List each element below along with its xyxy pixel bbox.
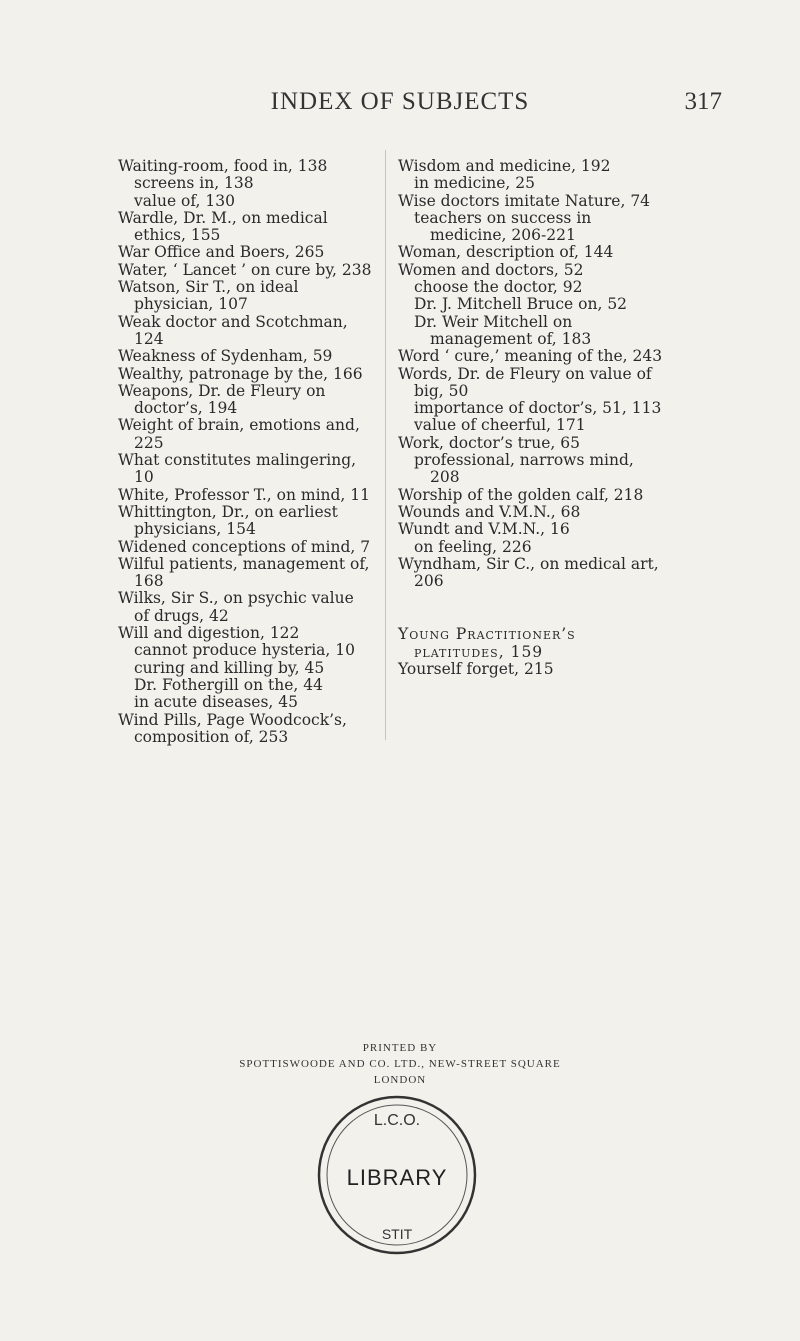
stamp-top-text: L.C.O. <box>373 1112 421 1129</box>
index-entry: Yourself forget, 215 <box>398 660 554 679</box>
index-subentry: cannot produce hysteria, 10 <box>134 641 356 660</box>
letter-section-gap <box>398 590 666 626</box>
index-entry: What constitutes malingering, 10 <box>118 451 357 487</box>
index-subentry: Dr. J. Mitchell Bruce on, 52 <box>414 295 628 314</box>
index-subentry: value of cheerful, 171 <box>414 416 586 435</box>
index-entry: Woman, description of, 144 <box>398 243 614 262</box>
index-entry: Word ‘ cure,’ meaning of the, 243 <box>398 347 663 366</box>
index-entry: Wind Pills, Page Woodcock’s, composition of, 253 <box>118 710 347 746</box>
index-entry: Wardle, Dr. M., on medical ethics, 155 <box>118 208 328 245</box>
index-entry: Waiting-room, food in, 138 <box>118 157 328 175</box>
index-entry: Words, Dr. de Fleury on value of big, 50 <box>398 364 652 400</box>
index-subentry: Dr. Weir Mitchell on management of, 183 <box>414 312 592 348</box>
index-entry: Wise doctors imitate Nature, 74 <box>398 191 651 210</box>
index-entry: Wounds and V.M.N., 68 <box>398 502 581 521</box>
index-entry: Water, ‘ Lancet ’ on cure by, 238 <box>118 260 372 279</box>
index-entry: Wyndham, Sir C., on medical art, 206 <box>398 554 659 591</box>
index-entry: Wilful patients, management of, 168 <box>118 554 370 591</box>
index-entry: Weak doctor and Scotchman, 124 <box>118 312 348 348</box>
index-entry: Weight of brain, emotions and, 225 <box>118 416 360 452</box>
printer-line: PRINTED BY <box>362 1042 438 1054</box>
index-entry: Wisdom and medicine, 192 <box>398 157 611 175</box>
index-entry: Weapons, Dr. de Fleury on doctor’s, 194 <box>118 381 326 418</box>
index-entry: Will and digestion, 122 <box>118 624 300 643</box>
printer-line: LONDON <box>373 1074 427 1086</box>
index-subentry: in medicine, 25 <box>414 174 535 193</box>
index-entry: War Office and Boers, 265 <box>118 243 325 262</box>
index-entry: Weakness of Sydenham, 59 <box>118 347 333 366</box>
page-number: 317 <box>684 88 722 115</box>
index-subentry: professional, narrows mind, 208 <box>414 451 634 487</box>
index-subentry: curing and killing by, 45 <box>134 658 325 677</box>
index-subentry: teachers on success in medicine, 206-221 <box>414 208 592 245</box>
index-entry: Wealthy, patronage by the, 166 <box>118 364 363 383</box>
printer-imprint <box>0 1040 800 1088</box>
index-entry: Work, doctor’s true, 65 <box>398 433 580 452</box>
index-entry: Whittington, Dr., on earliest physicians, 154 <box>118 502 338 539</box>
index-subentry: importance of doctor’s, 51, 113 <box>414 399 662 418</box>
index-subentry: on feeling, 226 <box>414 537 532 556</box>
index-entry: Wundt and V.M.N., 16 <box>398 520 570 539</box>
stamp-bottom-text: STIT <box>381 1226 413 1242</box>
index-subentry: choose the doctor, 92 <box>414 278 583 297</box>
index-entry: White, Professor T., on mind, 11 <box>118 485 371 504</box>
column-divider <box>385 150 386 740</box>
index-entry: Women and doctors, 52 <box>398 260 584 279</box>
index-subentry: screens in, 138 <box>134 174 254 193</box>
index-entry: Wilks, Sir S., on psychic value of drugs, 42 <box>118 589 354 625</box>
index-entry: Widened conceptions of mind, 7 <box>118 537 371 556</box>
index-entry: Watson, Sir T., on ideal physician, 107 <box>118 278 299 314</box>
page-title: INDEX OF SUBJECTS <box>270 88 530 115</box>
index-column-right <box>398 158 666 678</box>
library-stamp <box>313 1091 481 1259</box>
printer-line: SPOTTISWOODE AND CO. LTD., NEW-STREET SQUARE <box>239 1058 561 1070</box>
index-entry: Young Practitioner’s platitudes, 159 <box>398 625 576 661</box>
index-column-left <box>118 158 373 746</box>
index-entry: Worship of the golden calf, 218 <box>398 485 644 504</box>
index-subentry: in acute diseases, 45 <box>134 693 299 712</box>
index-subentry: value of, 130 <box>134 191 235 210</box>
stamp-center-text: LIBRARY <box>346 1165 448 1190</box>
index-subentry: Dr. Fothergill on the, 44 <box>134 675 323 694</box>
page-header <box>0 88 800 148</box>
